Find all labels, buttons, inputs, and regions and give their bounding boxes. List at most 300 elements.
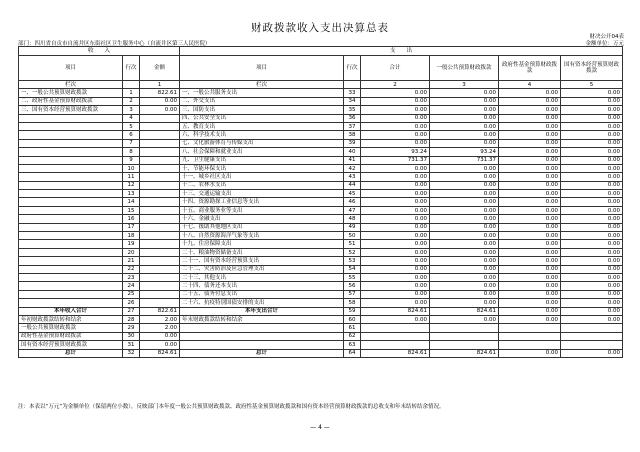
capital-budget-amount: 0.00 (561, 273, 623, 281)
income-amount: 824.61 (140, 349, 180, 357)
income-item (19, 173, 123, 181)
income-amount: 2.00 (140, 324, 180, 332)
total-amount: 0.00 (361, 89, 430, 97)
income-amount (140, 290, 180, 298)
expense-item: 四、公共安全支出 (180, 114, 344, 122)
expense-item: 五、教育支出 (180, 122, 344, 130)
expense-item: 总计 (180, 349, 344, 357)
income-amount (140, 131, 180, 139)
expense-item-header: 项目 (180, 56, 344, 81)
income-item: 二、政府性基金预算财政拨款 (19, 97, 123, 105)
table-row (19, 299, 623, 307)
expense-item: 年末财政拨款结转和结余 (180, 315, 344, 323)
income-item (19, 198, 123, 206)
income-rownum: 25 (123, 290, 140, 298)
fund-budget-header: 政府性基金预算财政拨款 (499, 56, 561, 81)
public-budget-amount: 0.00 (430, 114, 499, 122)
income-rownum: 15 (123, 206, 140, 214)
fund-budget-amount (499, 332, 561, 340)
fund-budget-amount: 0.00 (499, 223, 561, 231)
table-row (19, 181, 623, 189)
income-amount (140, 206, 180, 214)
capital-budget-amount: 0.00 (561, 240, 623, 248)
table-row (19, 139, 623, 147)
income-amount (140, 248, 180, 256)
income-amount (140, 198, 180, 206)
income-item: 一、一般公共预算财政拨款 (19, 89, 123, 97)
income-rownum: 13 (123, 190, 140, 198)
expense-item: 七、文化旅游体育与传媒支出 (180, 139, 344, 147)
expense-item: 十一、城乡社区支出 (180, 173, 344, 181)
total-amount (361, 324, 430, 332)
capital-budget-amount: 0.00 (561, 206, 623, 214)
income-rownum: 16 (123, 215, 140, 223)
income-amount (140, 181, 180, 189)
capital-budget-amount: 0.00 (561, 89, 623, 97)
public-budget-amount: 0.00 (430, 223, 499, 231)
income-amount (140, 299, 180, 307)
income-item (19, 232, 123, 240)
public-budget-amount: 0.00 (430, 206, 499, 214)
public-budget-amount (430, 341, 499, 349)
expense-item: 九、卫生健康支出 (180, 156, 344, 164)
fund-budget-amount: 0.00 (499, 156, 561, 164)
income-item (19, 240, 123, 248)
total-amount: 824.61 (361, 349, 430, 357)
total-amount: 0.00 (361, 240, 430, 248)
income-item (19, 257, 123, 265)
income-item (19, 164, 123, 172)
expense-item: 十九、住房保障支出 (180, 240, 344, 248)
public-budget-amount: 93.24 (430, 148, 499, 156)
total-amount: 0.00 (361, 122, 430, 130)
expense-item (180, 332, 344, 340)
capital-budget-amount: 0.00 (561, 156, 623, 164)
table-row (19, 290, 623, 298)
public-budget-amount: 824.61 (430, 307, 499, 315)
income-amount (140, 173, 180, 181)
income-item (19, 282, 123, 290)
table-row (19, 198, 623, 206)
fund-budget-amount (499, 341, 561, 349)
expense-item: 二十五、债务付息支出 (180, 290, 344, 298)
public-budget-amount: 0.00 (430, 89, 499, 97)
fund-budget-amount: 0.00 (499, 89, 561, 97)
total-amount: 0.00 (361, 131, 430, 139)
income-amount: 2.00 (140, 315, 180, 323)
income-rownum: 31 (123, 341, 140, 349)
capital-budget-amount: 0.00 (561, 265, 623, 273)
table-row (19, 232, 623, 240)
public-budget-amount: 0.00 (430, 122, 499, 130)
total-header: 合计 (361, 56, 430, 81)
income-item: 总计 (19, 349, 123, 357)
table-row (19, 223, 623, 231)
expense-item: 二十一、国有资本经营预算支出 (180, 257, 344, 265)
expense-rownum: 63 (344, 341, 361, 349)
public-budget-amount: 0.00 (430, 265, 499, 273)
public-budget-amount: 0.00 (430, 215, 499, 223)
income-rownum: 1 (123, 89, 140, 97)
page-number: — 4 — (310, 424, 330, 431)
expense-rownum: 40 (344, 148, 361, 156)
table-row (19, 315, 623, 323)
table-row (19, 173, 623, 181)
public-budget-amount: 0.00 (430, 198, 499, 206)
fund-budget-amount: 0.00 (499, 290, 561, 298)
public-budget-header: 一般公共预算财政拨款 (430, 56, 499, 81)
expense-item: 二十三、其他支出 (180, 273, 344, 281)
income-rownum: 5 (123, 122, 140, 130)
income-header: 收 入 (19, 47, 180, 56)
expense-rownum: 50 (344, 232, 361, 240)
expense-item: 二十四、债务还本支出 (180, 282, 344, 290)
capital-budget-amount: 0.00 (561, 131, 623, 139)
expense-rownum: 43 (344, 173, 361, 181)
income-item: 三、国有资本经营预算财政拨款 (19, 106, 123, 114)
income-rownum: 22 (123, 265, 140, 273)
table-row (19, 248, 623, 256)
expense-rownum: 55 (344, 273, 361, 281)
income-item: 国有资本经营预算财政拨款 (19, 341, 123, 349)
expense-rownum: 58 (344, 299, 361, 307)
table-row (19, 97, 623, 105)
fund-budget-amount: 0.00 (499, 148, 561, 156)
income-amount (140, 190, 180, 198)
total-amount: 824.61 (361, 307, 430, 315)
income-rownum: 7 (123, 139, 140, 147)
income-rownum: 30 (123, 332, 140, 340)
table-row (19, 114, 623, 122)
income-item (19, 215, 123, 223)
fund-budget-amount: 0.00 (499, 299, 561, 307)
total-amount: 0.00 (361, 290, 430, 298)
expense-item: 十六、金融支出 (180, 215, 344, 223)
fund-budget-amount: 0.00 (499, 198, 561, 206)
income-amount (140, 114, 180, 122)
public-budget-amount: 0.00 (430, 315, 499, 323)
public-budget-amount: 0.00 (430, 181, 499, 189)
fund-budget-amount: 0.00 (499, 215, 561, 223)
public-budget-amount: 0.00 (430, 282, 499, 290)
income-item-header: 项目 (19, 56, 123, 81)
table-row (19, 131, 623, 139)
income-rownum: 28 (123, 315, 140, 323)
table-row (19, 240, 623, 248)
capital-budget-amount: 0.00 (561, 139, 623, 147)
department-label: 部门：四川省自贡市自流井区东街社区卫生服务中心（自流井区第三人民医院） (18, 41, 211, 47)
income-item (19, 299, 123, 307)
public-budget-amount: 0.00 (430, 248, 499, 256)
expense-item (180, 324, 344, 332)
capital-budget-amount: 0.00 (561, 173, 623, 181)
table-row (19, 122, 623, 130)
income-rownum: 23 (123, 273, 140, 281)
income-rownum: 2 (123, 97, 140, 105)
income-item: 年初财政拨款结转和结余 (19, 315, 123, 323)
public-budget-amount: 0.00 (430, 290, 499, 298)
capital-budget-amount: 0.00 (561, 97, 623, 105)
total-amount: 731.37 (361, 156, 430, 164)
expense-rownum: 64 (344, 349, 361, 357)
total-amount (361, 332, 430, 340)
income-item: 本年收入合计 (19, 307, 123, 315)
income-rownum-header: 行次 (123, 56, 140, 81)
colnum-1: 1 (140, 81, 180, 89)
public-budget-amount (430, 332, 499, 340)
income-amount: 0.00 (140, 341, 180, 349)
colnum-label: 栏次 (180, 81, 344, 89)
income-rownum: 9 (123, 156, 140, 164)
fund-budget-amount: 0.00 (499, 164, 561, 172)
fund-budget-amount: 0.00 (499, 232, 561, 240)
public-budget-amount: 0.00 (430, 190, 499, 198)
income-item (19, 122, 123, 130)
capital-budget-amount (561, 324, 623, 332)
public-budget-amount: 0.00 (430, 106, 499, 114)
income-item (19, 190, 123, 198)
capital-budget-amount: 0.00 (561, 148, 623, 156)
income-rownum: 4 (123, 114, 140, 122)
expense-rownum: 34 (344, 97, 361, 105)
expense-item (180, 341, 344, 349)
fund-budget-amount: 0.00 (499, 265, 561, 273)
public-budget-amount (430, 324, 499, 332)
footnote: 注：本表以“万元”为金额单位（保留两位小数），反映部门本年度一般公共预算财政拨款、政府性基金预算财政拨款和国有资本经营预算财政拨款的总收支和年末结转结余情况。 (18, 404, 445, 410)
total-amount: 0.00 (361, 164, 430, 172)
budget-table (18, 46, 623, 358)
expense-item: 二十六、抗疫特别国债安排的支出 (180, 299, 344, 307)
expense-rownum: 47 (344, 206, 361, 214)
expense-rownum: 48 (344, 215, 361, 223)
fund-budget-amount: 0.00 (499, 173, 561, 181)
colnum-5: 5 (561, 81, 623, 89)
table-row (19, 206, 623, 214)
fund-budget-amount (499, 324, 561, 332)
capital-budget-amount: 0.00 (561, 190, 623, 198)
capital-budget-amount: 0.00 (561, 315, 623, 323)
income-item (19, 273, 123, 281)
income-item (19, 248, 123, 256)
income-amount (140, 265, 180, 273)
income-rownum: 11 (123, 173, 140, 181)
income-item (19, 148, 123, 156)
capital-budget-amount: 0.00 (561, 223, 623, 231)
expense-rownum: 62 (344, 332, 361, 340)
income-rownum: 8 (123, 148, 140, 156)
colnum-3: 3 (430, 81, 499, 89)
capital-budget-amount: 0.00 (561, 215, 623, 223)
total-amount: 0.00 (361, 181, 430, 189)
total-amount: 0.00 (361, 315, 430, 323)
table-row (19, 324, 623, 332)
expense-item: 二十二、灾害防治及应急管理支出 (180, 265, 344, 273)
income-item (19, 131, 123, 139)
total-amount: 0.00 (361, 248, 430, 256)
unit-label: 金额单位：万元 (585, 41, 624, 47)
income-item: 一般公共预算财政拨款 (19, 324, 123, 332)
income-item (19, 223, 123, 231)
capital-budget-amount: 0.00 (561, 257, 623, 265)
capital-budget-amount (561, 332, 623, 340)
expense-rownum: 33 (344, 89, 361, 97)
table-row (19, 341, 623, 349)
expense-rownum: 60 (344, 315, 361, 323)
public-budget-amount: 0.00 (430, 240, 499, 248)
expense-rownum: 37 (344, 122, 361, 130)
public-budget-amount: 0.00 (430, 97, 499, 105)
table-row (19, 282, 623, 290)
income-rownum: 19 (123, 240, 140, 248)
total-amount: 0.00 (361, 97, 430, 105)
expense-rownum: 56 (344, 282, 361, 290)
fund-budget-amount: 0.00 (499, 139, 561, 147)
table-row (19, 164, 623, 172)
form-number: 财决公开04表 (589, 34, 624, 40)
income-rownum: 18 (123, 232, 140, 240)
income-item (19, 290, 123, 298)
public-budget-amount: 0.00 (430, 131, 499, 139)
capital-budget-amount (561, 341, 623, 349)
table-row (19, 156, 623, 164)
expense-rownum: 59 (344, 307, 361, 315)
fund-budget-amount: 0.00 (499, 240, 561, 248)
capital-budget-amount: 0.00 (561, 114, 623, 122)
income-amount (140, 282, 180, 290)
income-rownum: 27 (123, 307, 140, 315)
expense-item: 十四、资源勘探工业信息等支出 (180, 198, 344, 206)
expense-rownum: 49 (344, 223, 361, 231)
colnum-4: 4 (499, 81, 561, 89)
expense-rownum: 57 (344, 290, 361, 298)
income-rownum: 14 (123, 198, 140, 206)
income-rownum: 21 (123, 257, 140, 265)
table-row (19, 215, 623, 223)
expense-item: 十二、农林水支出 (180, 181, 344, 189)
fund-budget-amount: 0.00 (499, 349, 561, 357)
public-budget-amount: 0.00 (430, 164, 499, 172)
table-row (19, 349, 623, 357)
income-rownum: 24 (123, 282, 140, 290)
expense-rownum: 51 (344, 240, 361, 248)
fund-budget-amount: 0.00 (499, 248, 561, 256)
total-amount: 0.00 (361, 223, 430, 231)
income-item (19, 206, 123, 214)
expense-item: 八、社会保障和就业支出 (180, 148, 344, 156)
expense-rownum: 61 (344, 324, 361, 332)
expense-item: 十八、自然资源海洋气象等支出 (180, 232, 344, 240)
expense-rownum: 38 (344, 131, 361, 139)
fund-budget-amount: 0.00 (499, 206, 561, 214)
public-budget-amount: 824.61 (430, 349, 499, 357)
expense-rownum: 35 (344, 106, 361, 114)
public-budget-amount: 731.37 (430, 156, 499, 164)
table-row (19, 106, 623, 114)
total-amount: 0.00 (361, 106, 430, 114)
fund-budget-amount: 0.00 (499, 106, 561, 114)
income-amount (140, 232, 180, 240)
fund-budget-amount: 0.00 (499, 190, 561, 198)
expense-rownum-header: 行次 (344, 56, 361, 81)
fund-budget-amount: 0.00 (499, 114, 561, 122)
total-amount: 0.00 (361, 282, 430, 290)
public-budget-amount: 0.00 (430, 173, 499, 181)
fund-budget-amount: 0.00 (499, 131, 561, 139)
income-amount: 0.00 (140, 106, 180, 114)
table-row (19, 257, 623, 265)
public-budget-amount: 0.00 (430, 232, 499, 240)
public-budget-amount: 0.00 (430, 299, 499, 307)
expense-item: 二十、粮油物资储备支出 (180, 248, 344, 256)
income-rownum: 3 (123, 106, 140, 114)
total-amount: 0.00 (361, 206, 430, 214)
fund-budget-amount: 0.00 (499, 273, 561, 281)
table-row (19, 190, 623, 198)
capital-budget-amount: 0.00 (561, 248, 623, 256)
capital-budget-amount: 0.00 (561, 349, 623, 357)
table-row (19, 148, 623, 156)
fund-budget-amount: 0.00 (499, 315, 561, 323)
income-rownum: 6 (123, 131, 140, 139)
expense-item: 十五、商业服务业等支出 (180, 206, 344, 214)
total-amount: 0.00 (361, 299, 430, 307)
expense-rownum: 53 (344, 257, 361, 265)
income-item (19, 114, 123, 122)
income-amount (140, 148, 180, 156)
expense-item: 十三、交通运输支出 (180, 190, 344, 198)
expense-rownum: 45 (344, 190, 361, 198)
total-amount: 0.00 (361, 257, 430, 265)
expense-rownum: 44 (344, 181, 361, 189)
income-item (19, 156, 123, 164)
total-amount (361, 341, 430, 349)
income-amount (140, 139, 180, 147)
expense-item: 六、科学技术支出 (180, 131, 344, 139)
income-rownum: 12 (123, 181, 140, 189)
income-amount (140, 240, 180, 248)
income-rownum: 17 (123, 223, 140, 231)
income-item (19, 265, 123, 273)
income-amount (140, 156, 180, 164)
expense-item: 十七、援助其他地区支出 (180, 223, 344, 231)
income-amount (140, 273, 180, 281)
capital-budget-amount: 0.00 (561, 122, 623, 130)
capital-budget-header: 国有资本经营预算财政拨款 (561, 56, 623, 81)
expense-rownum: 41 (344, 156, 361, 164)
total-amount: 93.24 (361, 148, 430, 156)
capital-budget-amount: 0.00 (561, 290, 623, 298)
income-amount: 822.61 (140, 307, 180, 315)
fund-budget-amount: 0.00 (499, 307, 561, 315)
expense-rownum: 46 (344, 198, 361, 206)
income-amount (140, 223, 180, 231)
total-amount: 0.00 (361, 198, 430, 206)
total-amount: 0.00 (361, 173, 430, 181)
total-amount: 0.00 (361, 190, 430, 198)
colnum-2: 2 (361, 81, 430, 89)
table-row (19, 332, 623, 340)
income-amount (140, 215, 180, 223)
public-budget-amount: 0.00 (430, 139, 499, 147)
total-amount: 0.00 (361, 114, 430, 122)
public-budget-amount: 0.00 (430, 273, 499, 281)
expense-rownum: 52 (344, 248, 361, 256)
fund-budget-amount: 0.00 (499, 122, 561, 130)
total-amount: 0.00 (361, 232, 430, 240)
report-title: 财政拨款收入支出决算总表 (251, 22, 389, 34)
income-item: 政府性基金预算财政拨款 (19, 332, 123, 340)
capital-budget-amount: 0.00 (561, 307, 623, 315)
